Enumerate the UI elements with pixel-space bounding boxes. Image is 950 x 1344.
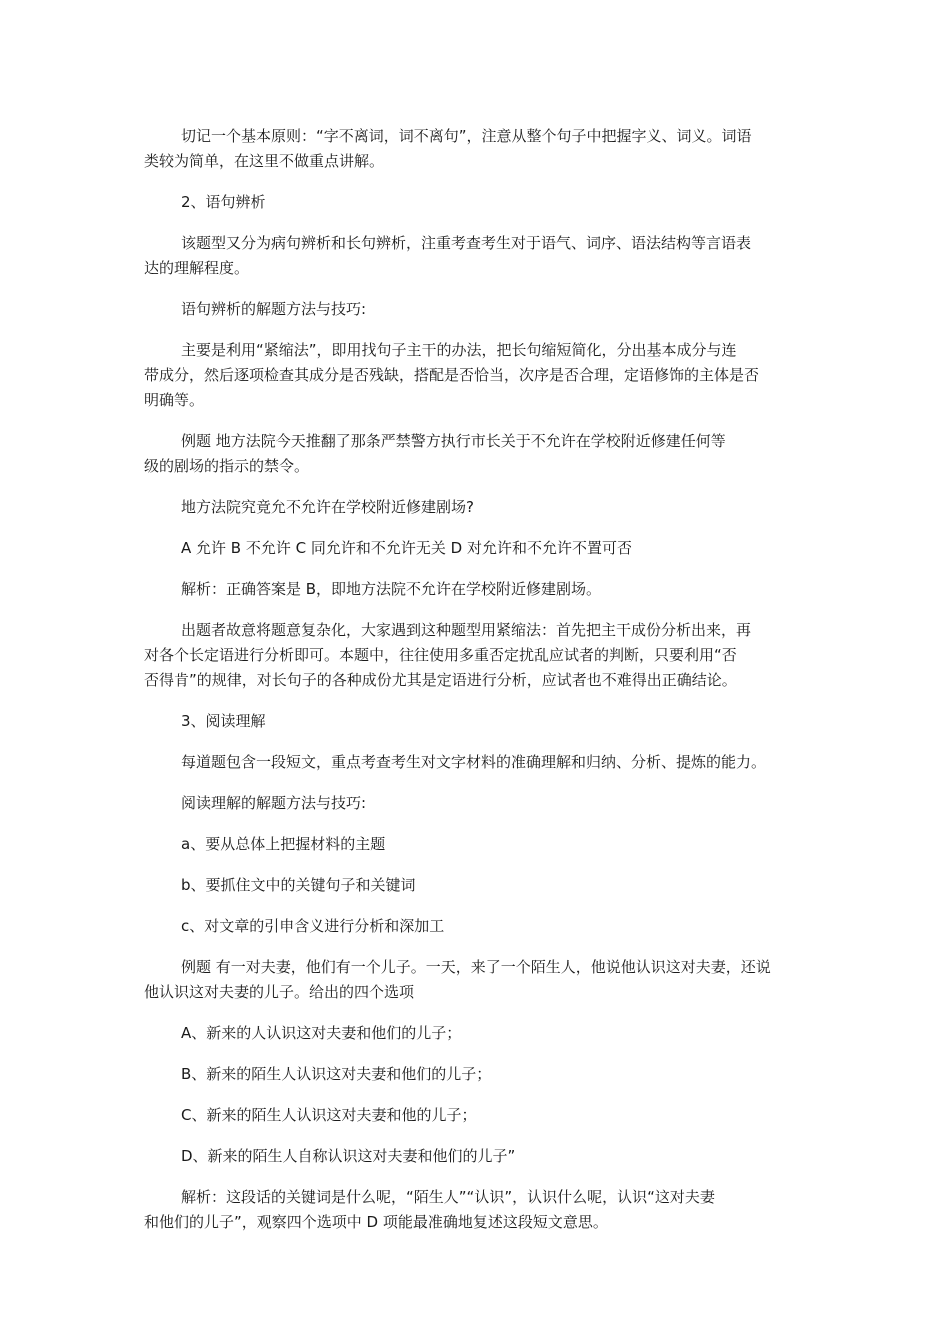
text-line: 2、语句辨析 [181, 193, 266, 211]
text-line: 每道题包含一段短文，重点考查考生对文字材料的准确理解和归纳、分析、提炼的能力。 [181, 753, 767, 771]
text-line: C、新来的陌生人认识这对夫妻和他的儿子； [181, 1106, 477, 1124]
text-line: 解析：这段话的关键词是什么呢，“陌生人”“认识”，认识什么呢，认识“这对夫妻 [181, 1188, 715, 1206]
text-line: 主要是利用“紧缩法”，即用找句子主干的办法，把长句缩短简化，分出基本成分与连 [181, 341, 737, 359]
paragraph [144, 495, 816, 520]
paragraph [144, 231, 816, 281]
text-line: 对各个长定语进行分析即可。本题中，往往使用多重否定扰乱应试者的判断，只要利用“否 [144, 646, 737, 664]
text-line: 带成分，然后逐项检查其成分是否残缺，搭配是否恰当，次序是否合理，定语修饰的主体是否 [144, 366, 760, 384]
text-line: 级的剧场的指示的禁令。 [144, 457, 310, 475]
paragraph [144, 1185, 816, 1235]
paragraph [144, 709, 816, 734]
text-line: B、新来的陌生人认识这对夫妻和他们的儿子； [181, 1065, 492, 1083]
paragraph [144, 1144, 816, 1169]
text-line: c、对文章的引申含义进行分析和深加工 [181, 917, 445, 935]
text-line: 否得肯”的规律，对长句子的各种成份尤其是定语进行分析，应试者也不难得出正确结论。 [144, 671, 737, 689]
paragraph [144, 1021, 816, 1046]
text-line: A、新来的人认识这对夫妻和他们的儿子； [181, 1024, 462, 1042]
text-line: 达的理解程度。 [144, 259, 250, 277]
text-line: 出题者故意将题意复杂化，大家遇到这种题型用紧缩法：首先把主干成份分析出来，再 [181, 621, 752, 639]
paragraph [144, 1103, 816, 1128]
paragraph [144, 750, 816, 775]
paragraph [144, 832, 816, 857]
text-line: 类较为简单，在这里不做重点讲解。 [144, 152, 385, 170]
text-line: 解析：正确答案是 B，即地方法院不允许在学校附近修建剧场。 [181, 580, 602, 598]
text-line: 和他们的儿子”，观察四个选项中 D 项能最准确地复述这段短文意思。 [144, 1213, 608, 1231]
text-line: 切记一个基本原则：“字不离词，词不离句”，注意从整个句子中把握字义、词义。词语 [181, 127, 752, 145]
paragraph [144, 429, 816, 479]
text-line: 该题型又分为病句辨析和长句辨析，注重考查考生对于语气、词序、语法结构等言语表 [181, 234, 752, 252]
text-line: b、要抓住文中的关键句子和关键词 [181, 876, 416, 894]
paragraph [144, 190, 816, 215]
paragraph [144, 297, 816, 322]
text-line: 地方法院究竟允不允许在学校附近修建剧场? [181, 498, 474, 516]
paragraph [144, 955, 816, 1005]
paragraph [144, 338, 816, 413]
paragraph [144, 124, 816, 174]
text-line: a、要从总体上把握材料的主题 [181, 835, 386, 853]
paragraph [144, 873, 816, 898]
text-line: A 允许 B 不允许 C 同允许和不允许无关 D 对允许和不允许不置可否 [181, 539, 632, 557]
paragraph [144, 1062, 816, 1087]
text-line: D、新来的陌生人自称认识这对夫妻和他们的儿子” [181, 1147, 516, 1165]
document-body [144, 124, 816, 1251]
text-line: 3、阅读理解 [181, 712, 266, 730]
text-line: 语句辨析的解题方法与技巧: [181, 300, 367, 318]
text-line: 明确等。 [144, 391, 205, 409]
text-line: 例题 有一对夫妻，他们有一个儿子。一天，来了一个陌生人，他说他认识这对夫妻，还说 [181, 958, 771, 976]
paragraph [144, 791, 816, 816]
text-line: 例题 地方法院今天推翻了那条严禁警方执行市长关于不允许在学校附近修建任何等 [181, 432, 726, 450]
text-line: 他认识这对夫妻的儿子。给出的四个选项 [144, 983, 415, 1001]
paragraph [144, 914, 816, 939]
text-line: 阅读理解的解题方法与技巧: [181, 794, 367, 812]
paragraph [144, 618, 816, 693]
paragraph [144, 536, 816, 561]
paragraph [144, 577, 816, 602]
